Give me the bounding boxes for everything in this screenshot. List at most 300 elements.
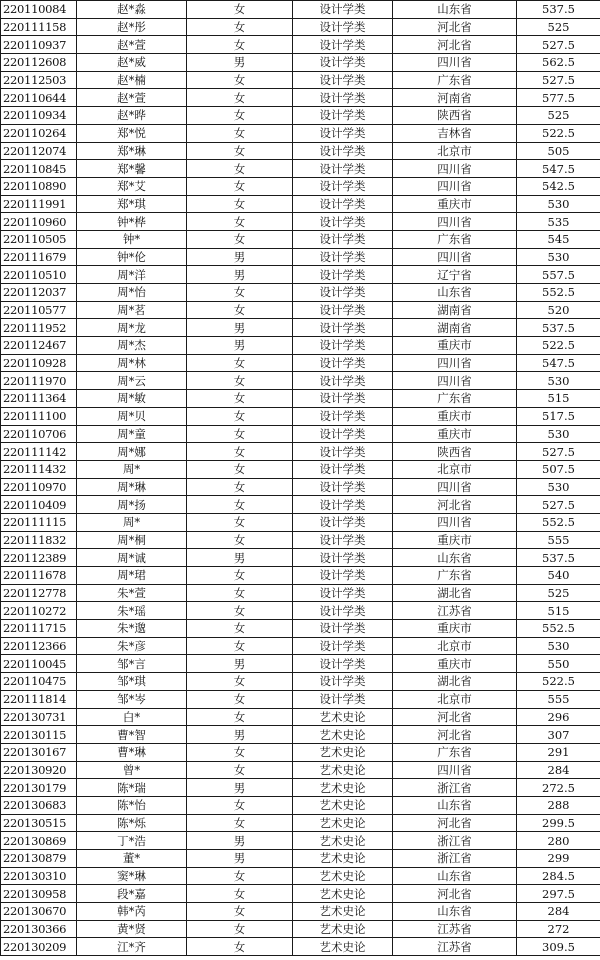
- exam-id-cell: 220112074: [1, 142, 77, 160]
- exam-id-cell: 220111952: [1, 319, 77, 337]
- exam-id-cell: 220110409: [1, 496, 77, 514]
- score-cell: 547.5: [517, 160, 600, 178]
- gender-cell: 女: [187, 531, 293, 549]
- gender-cell: 男: [187, 726, 293, 744]
- table-row: [1, 743, 600, 761]
- table-row: [1, 54, 600, 72]
- province-cell: 河北省: [393, 885, 517, 903]
- major-cell: 设计学类: [293, 266, 393, 284]
- province-cell: 陕西省: [393, 443, 517, 461]
- province-cell: 浙江省: [393, 779, 517, 797]
- name-cell: 赵*萱: [77, 89, 187, 107]
- name-cell: 周*扬: [77, 496, 187, 514]
- province-cell: 山东省: [393, 903, 517, 921]
- name-cell: 郑*馨: [77, 160, 187, 178]
- table-row: [1, 460, 600, 478]
- name-cell: 陈*瑞: [77, 779, 187, 797]
- exam-id-cell: 220111991: [1, 195, 77, 213]
- major-cell: 设计学类: [293, 443, 393, 461]
- gender-cell: 男: [187, 655, 293, 673]
- gender-cell: 女: [187, 89, 293, 107]
- score-cell: 297.5: [517, 885, 600, 903]
- exam-id-cell: 220111678: [1, 567, 77, 585]
- exam-id-cell: 220110084: [1, 1, 77, 19]
- exam-id-cell: 220111970: [1, 372, 77, 390]
- province-cell: 吉林省: [393, 124, 517, 142]
- score-cell: 530: [517, 637, 600, 655]
- exam-id-cell: 220111814: [1, 690, 77, 708]
- table-row: [1, 690, 600, 708]
- major-cell: 艺术史论: [293, 920, 393, 938]
- score-cell: 547.5: [517, 354, 600, 372]
- name-cell: 周*: [77, 513, 187, 531]
- exam-id-cell: 220111115: [1, 513, 77, 531]
- name-cell: 周*: [77, 460, 187, 478]
- score-cell: 530: [517, 248, 600, 266]
- province-cell: 广东省: [393, 71, 517, 89]
- province-cell: 陕西省: [393, 107, 517, 125]
- gender-cell: 女: [187, 496, 293, 514]
- major-cell: 设计学类: [293, 36, 393, 54]
- table-row: [1, 637, 600, 655]
- score-cell: 280: [517, 832, 600, 850]
- major-cell: 设计学类: [293, 301, 393, 319]
- major-cell: 设计学类: [293, 513, 393, 531]
- table-row: [1, 761, 600, 779]
- exam-id-cell: 220130920: [1, 761, 77, 779]
- table-row: [1, 407, 600, 425]
- major-cell: 艺术史论: [293, 938, 393, 956]
- major-cell: 设计学类: [293, 372, 393, 390]
- score-cell: 557.5: [517, 266, 600, 284]
- name-cell: 郑*悦: [77, 124, 187, 142]
- major-cell: 艺术史论: [293, 814, 393, 832]
- major-cell: 设计学类: [293, 284, 393, 302]
- gender-cell: 女: [187, 460, 293, 478]
- table-row: [1, 602, 600, 620]
- name-cell: 曾*: [77, 761, 187, 779]
- gender-cell: 女: [187, 71, 293, 89]
- exam-id-cell: 220112467: [1, 337, 77, 355]
- exam-id-cell: 220130879: [1, 850, 77, 868]
- score-cell: 555: [517, 531, 600, 549]
- name-cell: 邹*言: [77, 655, 187, 673]
- name-cell: 郑*琳: [77, 142, 187, 160]
- exam-id-cell: 220112366: [1, 637, 77, 655]
- score-cell: 552.5: [517, 513, 600, 531]
- province-cell: 河北省: [393, 36, 517, 54]
- table-row: [1, 779, 600, 797]
- name-cell: 郑*琪: [77, 195, 187, 213]
- major-cell: 艺术史论: [293, 796, 393, 814]
- name-cell: 窦*琳: [77, 867, 187, 885]
- table-row: [1, 443, 600, 461]
- name-cell: 钟*: [77, 230, 187, 248]
- province-cell: 四川省: [393, 761, 517, 779]
- gender-cell: 女: [187, 124, 293, 142]
- major-cell: 设计学类: [293, 531, 393, 549]
- gender-cell: 男: [187, 319, 293, 337]
- table-row: [1, 796, 600, 814]
- score-cell: 288: [517, 796, 600, 814]
- province-cell: 重庆市: [393, 407, 517, 425]
- exam-id-cell: 220110934: [1, 107, 77, 125]
- major-cell: 艺术史论: [293, 761, 393, 779]
- table-row: [1, 885, 600, 903]
- name-cell: 周*娜: [77, 443, 187, 461]
- gender-cell: 女: [187, 177, 293, 195]
- major-cell: 艺术史论: [293, 903, 393, 921]
- score-cell: 525: [517, 18, 600, 36]
- exam-id-cell: 220130115: [1, 726, 77, 744]
- exam-id-cell: 220111432: [1, 460, 77, 478]
- name-cell: 陈*烁: [77, 814, 187, 832]
- exam-id-cell: 220111158: [1, 18, 77, 36]
- exam-id-cell: 220110510: [1, 266, 77, 284]
- major-cell: 设计学类: [293, 195, 393, 213]
- exam-id-cell: 220110475: [1, 673, 77, 691]
- score-cell: 299.5: [517, 814, 600, 832]
- table-row: [1, 708, 600, 726]
- name-cell: 周*童: [77, 425, 187, 443]
- score-cell: 527.5: [517, 36, 600, 54]
- score-cell: 530: [517, 195, 600, 213]
- province-cell: 湖北省: [393, 673, 517, 691]
- major-cell: 设计学类: [293, 337, 393, 355]
- gender-cell: 女: [187, 903, 293, 921]
- gender-cell: 女: [187, 620, 293, 638]
- table-row: [1, 655, 600, 673]
- exam-id-cell: 220112778: [1, 584, 77, 602]
- province-cell: 山东省: [393, 1, 517, 19]
- name-cell: 周*怡: [77, 284, 187, 302]
- exam-id-cell: 220112503: [1, 71, 77, 89]
- table-row: [1, 620, 600, 638]
- province-cell: 四川省: [393, 478, 517, 496]
- province-cell: 四川省: [393, 160, 517, 178]
- province-cell: 湖北省: [393, 584, 517, 602]
- table-row: [1, 372, 600, 390]
- name-cell: 朱*瑶: [77, 602, 187, 620]
- table-row: [1, 531, 600, 549]
- major-cell: 设计学类: [293, 54, 393, 72]
- name-cell: 周*洋: [77, 266, 187, 284]
- province-cell: 四川省: [393, 177, 517, 195]
- name-cell: 邹*岑: [77, 690, 187, 708]
- score-cell: 535: [517, 213, 600, 231]
- major-cell: 艺术史论: [293, 779, 393, 797]
- major-cell: 艺术史论: [293, 867, 393, 885]
- province-cell: 河北省: [393, 726, 517, 744]
- major-cell: 设计学类: [293, 177, 393, 195]
- province-cell: 重庆市: [393, 425, 517, 443]
- table-row: [1, 814, 600, 832]
- province-cell: 四川省: [393, 248, 517, 266]
- province-cell: 山东省: [393, 867, 517, 885]
- province-cell: 河南省: [393, 89, 517, 107]
- exam-id-cell: 220110045: [1, 655, 77, 673]
- province-cell: 北京市: [393, 460, 517, 478]
- table-row: [1, 213, 600, 231]
- major-cell: 设计学类: [293, 655, 393, 673]
- province-cell: 山东省: [393, 284, 517, 302]
- province-cell: 广东省: [393, 230, 517, 248]
- exam-id-cell: 220110577: [1, 301, 77, 319]
- major-cell: 设计学类: [293, 478, 393, 496]
- score-cell: 309.5: [517, 938, 600, 956]
- name-cell: 曹*琳: [77, 743, 187, 761]
- score-cell: 525: [517, 584, 600, 602]
- table-row: [1, 567, 600, 585]
- name-cell: 韩*芮: [77, 903, 187, 921]
- gender-cell: 男: [187, 549, 293, 567]
- table-row: [1, 337, 600, 355]
- gender-cell: 女: [187, 354, 293, 372]
- table-row: [1, 124, 600, 142]
- province-cell: 浙江省: [393, 832, 517, 850]
- table-row: [1, 284, 600, 302]
- province-cell: 河北省: [393, 708, 517, 726]
- score-cell: 537.5: [517, 1, 600, 19]
- exam-id-cell: 220111679: [1, 248, 77, 266]
- table-row: [1, 107, 600, 125]
- gender-cell: 女: [187, 443, 293, 461]
- name-cell: 周*诚: [77, 549, 187, 567]
- exam-id-cell: 220110970: [1, 478, 77, 496]
- name-cell: 郑*艾: [77, 177, 187, 195]
- exam-id-cell: 220112389: [1, 549, 77, 567]
- score-cell: 299: [517, 850, 600, 868]
- gender-cell: 女: [187, 372, 293, 390]
- name-cell: 周*敏: [77, 390, 187, 408]
- table-row: [1, 390, 600, 408]
- table-row: [1, 195, 600, 213]
- gender-cell: 女: [187, 938, 293, 956]
- score-cell: 291: [517, 743, 600, 761]
- gender-cell: 女: [187, 673, 293, 691]
- gender-cell: 女: [187, 708, 293, 726]
- gender-cell: 女: [187, 602, 293, 620]
- gender-cell: 女: [187, 36, 293, 54]
- major-cell: 设计学类: [293, 107, 393, 125]
- province-cell: 重庆市: [393, 337, 517, 355]
- exam-id-cell: 220111832: [1, 531, 77, 549]
- province-cell: 河北省: [393, 496, 517, 514]
- table-row: [1, 938, 600, 956]
- table-row: [1, 584, 600, 602]
- exam-id-cell: 220130515: [1, 814, 77, 832]
- table-row: [1, 513, 600, 531]
- province-cell: 四川省: [393, 513, 517, 531]
- table-row: [1, 248, 600, 266]
- province-cell: 重庆市: [393, 195, 517, 213]
- score-cell: 517.5: [517, 407, 600, 425]
- table-row: [1, 673, 600, 691]
- table-row: [1, 1, 600, 19]
- table-row: [1, 142, 600, 160]
- score-cell: 537.5: [517, 319, 600, 337]
- score-cell: 577.5: [517, 89, 600, 107]
- gender-cell: 女: [187, 761, 293, 779]
- exam-id-cell: 220130167: [1, 743, 77, 761]
- exam-id-cell: 220111364: [1, 390, 77, 408]
- gender-cell: 女: [187, 230, 293, 248]
- score-cell: 552.5: [517, 620, 600, 638]
- name-cell: 曹*智: [77, 726, 187, 744]
- table-row: [1, 230, 600, 248]
- major-cell: 设计学类: [293, 248, 393, 266]
- gender-cell: 女: [187, 814, 293, 832]
- score-cell: 530: [517, 478, 600, 496]
- major-cell: 设计学类: [293, 71, 393, 89]
- province-cell: 山东省: [393, 549, 517, 567]
- score-cell: 550: [517, 655, 600, 673]
- gender-cell: 男: [187, 779, 293, 797]
- major-cell: 设计学类: [293, 18, 393, 36]
- score-cell: 515: [517, 390, 600, 408]
- province-cell: 重庆市: [393, 655, 517, 673]
- gender-cell: 男: [187, 266, 293, 284]
- exam-id-cell: 220130310: [1, 867, 77, 885]
- province-cell: 北京市: [393, 142, 517, 160]
- score-table-body: [1, 1, 600, 956]
- exam-id-cell: 220130179: [1, 779, 77, 797]
- exam-id-cell: 220130209: [1, 938, 77, 956]
- gender-cell: 女: [187, 867, 293, 885]
- gender-cell: 女: [187, 213, 293, 231]
- name-cell: 朱*邈: [77, 620, 187, 638]
- exam-id-cell: 220110937: [1, 36, 77, 54]
- score-cell: 272: [517, 920, 600, 938]
- exam-id-cell: 220130731: [1, 708, 77, 726]
- gender-cell: 女: [187, 885, 293, 903]
- score-cell: 284: [517, 761, 600, 779]
- gender-cell: 女: [187, 142, 293, 160]
- score-cell: 515: [517, 602, 600, 620]
- province-cell: 江苏省: [393, 938, 517, 956]
- score-cell: 522.5: [517, 337, 600, 355]
- exam-id-cell: 220112037: [1, 284, 77, 302]
- name-cell: 周*杰: [77, 337, 187, 355]
- province-cell: 四川省: [393, 213, 517, 231]
- table-row: [1, 478, 600, 496]
- name-cell: 董*: [77, 850, 187, 868]
- province-cell: 辽宁省: [393, 266, 517, 284]
- exam-id-cell: 220110505: [1, 230, 77, 248]
- province-cell: 湖南省: [393, 319, 517, 337]
- major-cell: 设计学类: [293, 690, 393, 708]
- major-cell: 艺术史论: [293, 885, 393, 903]
- name-cell: 朱*彦: [77, 637, 187, 655]
- gender-cell: 女: [187, 284, 293, 302]
- province-cell: 重庆市: [393, 620, 517, 638]
- major-cell: 设计学类: [293, 584, 393, 602]
- major-cell: 设计学类: [293, 407, 393, 425]
- score-cell: 542.5: [517, 177, 600, 195]
- score-cell: 307: [517, 726, 600, 744]
- gender-cell: 女: [187, 920, 293, 938]
- province-cell: 四川省: [393, 372, 517, 390]
- major-cell: 设计学类: [293, 673, 393, 691]
- major-cell: 艺术史论: [293, 850, 393, 868]
- name-cell: 周*林: [77, 354, 187, 372]
- name-cell: 赵*威: [77, 54, 187, 72]
- province-cell: 北京市: [393, 690, 517, 708]
- exam-id-cell: 220130958: [1, 885, 77, 903]
- exam-id-cell: 220110845: [1, 160, 77, 178]
- score-cell: 522.5: [517, 124, 600, 142]
- name-cell: 钟*桦: [77, 213, 187, 231]
- table-row: [1, 319, 600, 337]
- exam-id-cell: 220130869: [1, 832, 77, 850]
- table-row: [1, 71, 600, 89]
- major-cell: 艺术史论: [293, 708, 393, 726]
- table-row: [1, 36, 600, 54]
- major-cell: 设计学类: [293, 230, 393, 248]
- major-cell: 设计学类: [293, 354, 393, 372]
- major-cell: 设计学类: [293, 213, 393, 231]
- province-cell: 广东省: [393, 567, 517, 585]
- major-cell: 设计学类: [293, 496, 393, 514]
- name-cell: 陈*怡: [77, 796, 187, 814]
- province-cell: 河北省: [393, 18, 517, 36]
- name-cell: 邹*琪: [77, 673, 187, 691]
- score-cell: 527.5: [517, 71, 600, 89]
- gender-cell: 女: [187, 18, 293, 36]
- name-cell: 周*茗: [77, 301, 187, 319]
- gender-cell: 女: [187, 160, 293, 178]
- gender-cell: 女: [187, 743, 293, 761]
- table-row: [1, 850, 600, 868]
- gender-cell: 男: [187, 337, 293, 355]
- major-cell: 艺术史论: [293, 726, 393, 744]
- exam-id-cell: 220110272: [1, 602, 77, 620]
- name-cell: 周*桐: [77, 531, 187, 549]
- table-row: [1, 726, 600, 744]
- gender-cell: 女: [187, 195, 293, 213]
- exam-id-cell: 220111100: [1, 407, 77, 425]
- gender-cell: 男: [187, 832, 293, 850]
- province-cell: 重庆市: [393, 531, 517, 549]
- gender-cell: 女: [187, 407, 293, 425]
- score-cell: 520: [517, 301, 600, 319]
- major-cell: 艺术史论: [293, 832, 393, 850]
- exam-id-cell: 220110264: [1, 124, 77, 142]
- table-row: [1, 18, 600, 36]
- major-cell: 设计学类: [293, 89, 393, 107]
- exam-id-cell: 220130366: [1, 920, 77, 938]
- gender-cell: 男: [187, 850, 293, 868]
- score-cell: 505: [517, 142, 600, 160]
- table-row: [1, 160, 600, 178]
- name-cell: 赵*淼: [77, 1, 187, 19]
- score-cell: 296: [517, 708, 600, 726]
- exam-id-cell: 220110890: [1, 177, 77, 195]
- province-cell: 北京市: [393, 637, 517, 655]
- table-row: [1, 920, 600, 938]
- table-row: [1, 867, 600, 885]
- score-cell: 540: [517, 567, 600, 585]
- score-cell: 537.5: [517, 549, 600, 567]
- gender-cell: 女: [187, 513, 293, 531]
- gender-cell: 女: [187, 1, 293, 19]
- table-row: [1, 903, 600, 921]
- name-cell: 赵*萱: [77, 36, 187, 54]
- province-cell: 江苏省: [393, 602, 517, 620]
- table-row: [1, 354, 600, 372]
- name-cell: 白*: [77, 708, 187, 726]
- gender-cell: 男: [187, 248, 293, 266]
